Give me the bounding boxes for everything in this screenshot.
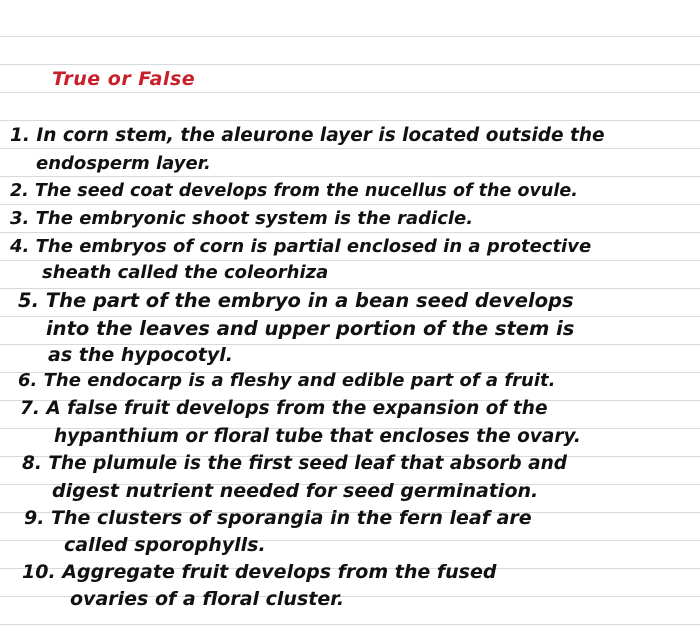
statement-line: sheath called the coleorhiza bbox=[42, 262, 329, 283]
page-title: True or False bbox=[52, 68, 196, 90]
statement-line: 5. The part of the embryo in a bean seed develops bbox=[18, 289, 574, 312]
statement-line: ovaries of a floral cluster. bbox=[70, 588, 345, 610]
statement-line: digest nutrient needed for seed germination. bbox=[52, 480, 539, 502]
statement-line: endosperm layer. bbox=[36, 153, 211, 174]
statement-line: into the leaves and upper portion of the stem is bbox=[46, 317, 575, 340]
statement-line: 3. The embryonic shoot system is the radicle. bbox=[10, 208, 474, 229]
statement-line: hypanthium or floral tube that encloses the ovary. bbox=[54, 426, 581, 447]
statement-line: 7. A false fruit develops from the expansion of the bbox=[20, 398, 548, 419]
statement-line: as the hypocotyl. bbox=[48, 344, 233, 366]
statement-line: 6. The endocarp is a fleshy and edible part of a fruit. bbox=[18, 370, 556, 391]
statement-line: 9. The clusters of sporangia in the fern leaf are bbox=[24, 507, 532, 529]
statement-line: 1. In corn stem, the aleurone layer is located outside the bbox=[10, 125, 605, 146]
statement-line: 10. Aggregate fruit develops from the fused bbox=[22, 561, 497, 583]
statement-line: 4. The embryos of corn is partial enclosed in a protective bbox=[10, 236, 592, 257]
statement-line: 8. The plumule is the first seed leaf that absorb and bbox=[22, 453, 568, 474]
statement-line: called sporophylls. bbox=[64, 534, 266, 556]
statement-line: 2. The seed coat develops from the nucellus of the ovule. bbox=[10, 181, 578, 201]
